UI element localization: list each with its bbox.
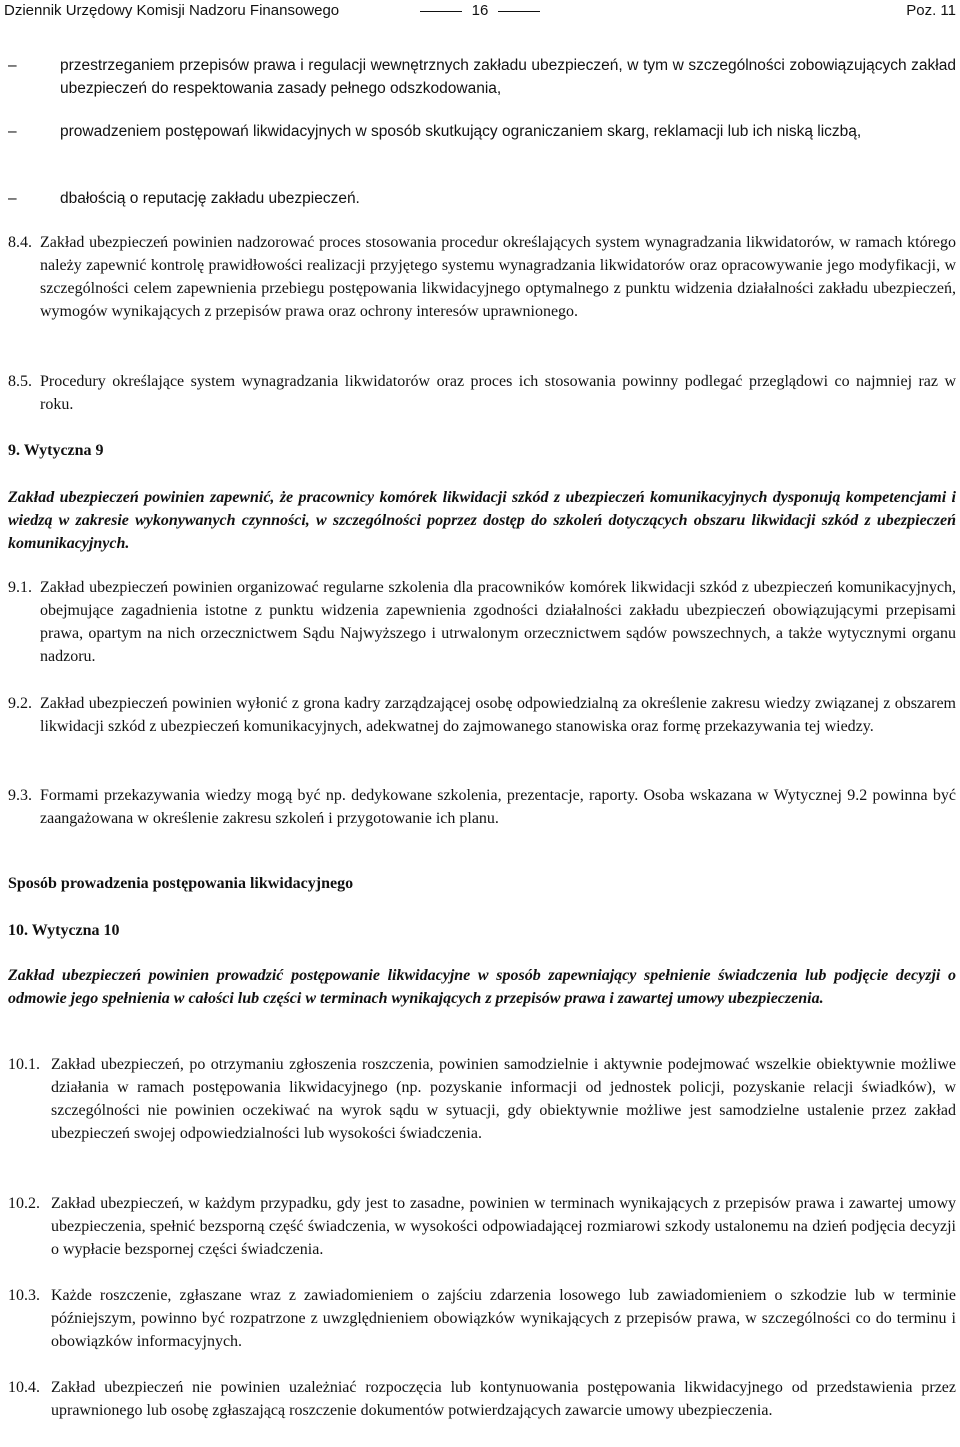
paragraph-10-1	[8, 1053, 956, 1145]
paragraph-text: Zakład ubezpieczeń, w każdym przypadku, gdy jest to zasadne, powinien w terminach wynikających z przepisów prawa i zawartej umowy ubezpieczenia, spełnić bezsporną część świadczenia, w wysokości odpowiadającej rozmiarowi szkody ustalonemu na dzień podjęcia decyzji o wypłacie bezspornej części świadczenia.	[51, 1195, 956, 1258]
guideline-9-lead: Zakład ubezpieczeń powinien zapewnić, że pracownicy komórek likwidacji szkód z ubezpieczeń komunikacyjnych dysponują kompetencjami i wiedzą w zakresie wykonywanych czynności, w szczególności poprzez dostęp do szkoleń dotyczących obszaru likwidacji szkód z ubezpieczeń komunikacyjnych.	[8, 489, 956, 552]
paragraph-number: 10.3.	[8, 1287, 40, 1304]
paragraph-9-2	[8, 692, 956, 738]
paragraph-text: Formami przekazywania wiedzy mogą być np. dedykowane szkolenia, prezentacje, raporty. Osoba wskazana w Wytycznej 9.2 powinna być zaangażowana w określenie zakresu szkoleń i przygotowanie ich planu.	[40, 787, 956, 827]
dash-mark: –	[8, 57, 17, 74]
paragraph-text: Zakład ubezpieczeń, po otrzymaniu zgłoszenia roszczenia, powinien samodzielnie i aktywnie podejmować wszelkie obiektywnie możliwe działania w ramach postępowania likwidacyjnego (np. pozyskanie informacji od jednostek policji, pozyskanie relacji świadków), w szczególności nie powinien oczekiwać na wyrok sądu w sytuacji, gdy obiektywnie możliwe jest samodzielne ustalenie przez zakład ubezpieczeń swojej odpowiedzialności lub wysokości świadczenia.	[51, 1056, 956, 1142]
page-header	[4, 0, 956, 24]
position-number: Poz. 11	[906, 2, 956, 19]
section-heading: Sposób prowadzenia postępowania likwidacyjnego	[8, 875, 354, 892]
dash-text: przestrzeganiem przepisów prawa i regulacji wewnętrznych zakładu ubezpieczeń, w tym w szczególności zobowiązujących zakład ubezpieczeń do respektowania zasady pełnego odszkodowania,	[60, 57, 956, 97]
paragraph-text: Zakład ubezpieczeń powinien wyłonić z grona kadry zarządzającej osobę odpowiedzialną za określenie zakresu wiedzy związanej z obszarem likwidacji szkód z ubezpieczeń komunikacyjnych, adekwatnej do zajmowanego stanowiska oraz formę przekazywania tej wiedzy.	[40, 695, 956, 735]
paragraph-10-3	[8, 1284, 956, 1353]
dash-text: dbałością o reputację zakładu ubezpieczeń.	[60, 190, 360, 207]
dash-text: prowadzeniem postępowań likwidacyjnych w sposób skutkujący ograniczaniem skarg, reklamacji lub ich niską liczbą,	[60, 123, 862, 140]
paragraph-9-1	[8, 576, 956, 668]
dash-item	[8, 120, 956, 143]
dash-mark: –	[8, 190, 17, 207]
paragraph-number: 8.4.	[8, 234, 32, 251]
page-number: 16	[471, 2, 489, 19]
paragraph-number: 10.2.	[8, 1195, 40, 1212]
guideline-9-heading: 9. Wytyczna 9	[8, 442, 104, 459]
paragraph-8-4	[8, 231, 956, 323]
guideline-10-heading: 10. Wytyczna 10	[8, 922, 120, 939]
paragraph-text: Procedury określające system wynagradzania likwidatorów oraz proces ich stosowania powinny podlegać przeglądowi co najmniej raz w roku.	[40, 373, 956, 413]
paragraph-text: Zakład ubezpieczeń powinien organizować regularne szkolenia dla pracowników komórek likwidacji szkód z ubezpieczeń komunikacyjnych, obejmujące zagadnienia istotne z punktu widzenia zapewnienia zgodności działalności zakładu ubezpieczeń obowiązującymi przepisami prawa, opartym na nich orzecznictwem Sądu Najwyższego i utrwalonym orzecznictwem sądów powszechnych, a także wytycznymi organu nadzoru.	[40, 579, 956, 665]
paragraph-number: 10.4.	[8, 1379, 40, 1396]
paragraph-text: Każde roszczenie, zgłaszane wraz z zawiadomieniem o zajściu zdarzenia losowego lub zawiadomieniem o szkodzie lub w terminie późniejszym, powinno być rozpatrzone z uwzględnieniem obowiązków wynikających z przepisów prawa, w szczególności co do terminu i obowiązków informacyjnych.	[51, 1287, 956, 1350]
page-number-wrap	[4, 2, 956, 19]
dash-item	[8, 187, 956, 210]
paragraph-8-5	[8, 370, 956, 416]
paragraph-9-3	[8, 784, 956, 830]
paragraph-number: 9.3.	[8, 787, 32, 804]
page-number-rule-left	[420, 11, 462, 12]
paragraph-text: Zakład ubezpieczeń powinien nadzorować proces stosowania procedur określających system wynagradzania likwidatorów, w ramach którego należy zapewnić kontrolę prawidłowości realizacji przyjętego systemu wynagradzania likwidatorów oraz opracowywanie jego modyfikacji, w szczególności celem zapewnienia przebiegu postępowania likwidacyjnego optymalnego z punktu widzenia działalności zakładu ubezpieczeń, wymogów wynikających z przepisów prawa oraz ochrony interesów uprawnionego.	[40, 234, 956, 320]
paragraph-text: Zakład ubezpieczeń nie powinien uzależniać rozpoczęcia lub kontynuowania postępowania likwidacyjnego od przedstawienia przez uprawnionego lub osobę zgłaszającą roszczenie dokumentów potwierdzających zawarcie umowy ubezpieczenia.	[51, 1379, 956, 1419]
dash-mark: –	[8, 123, 17, 140]
paragraph-number: 10.1.	[8, 1056, 40, 1073]
dash-item	[8, 54, 956, 100]
journal-title: Dziennik Urzędowy Komisji Nadzoru Finansowego	[4, 2, 340, 19]
guideline-10-lead: Zakład ubezpieczeń powinien prowadzić postępowanie likwidacyjne w sposób zapewniający spełnienie świadczenia lub podjęcie decyzji o odmowie jego spełnienia w całości lub części w terminach wynikających z przepisów prawa i zawartej umowy ubezpieczenia.	[8, 967, 956, 1007]
page-number-rule-right	[498, 11, 540, 12]
paragraph-number: 9.1.	[8, 579, 32, 596]
paragraph-10-4	[8, 1376, 956, 1422]
paragraph-number: 8.5.	[8, 373, 32, 390]
paragraph-number: 9.2.	[8, 695, 32, 712]
paragraph-10-2	[8, 1192, 956, 1261]
